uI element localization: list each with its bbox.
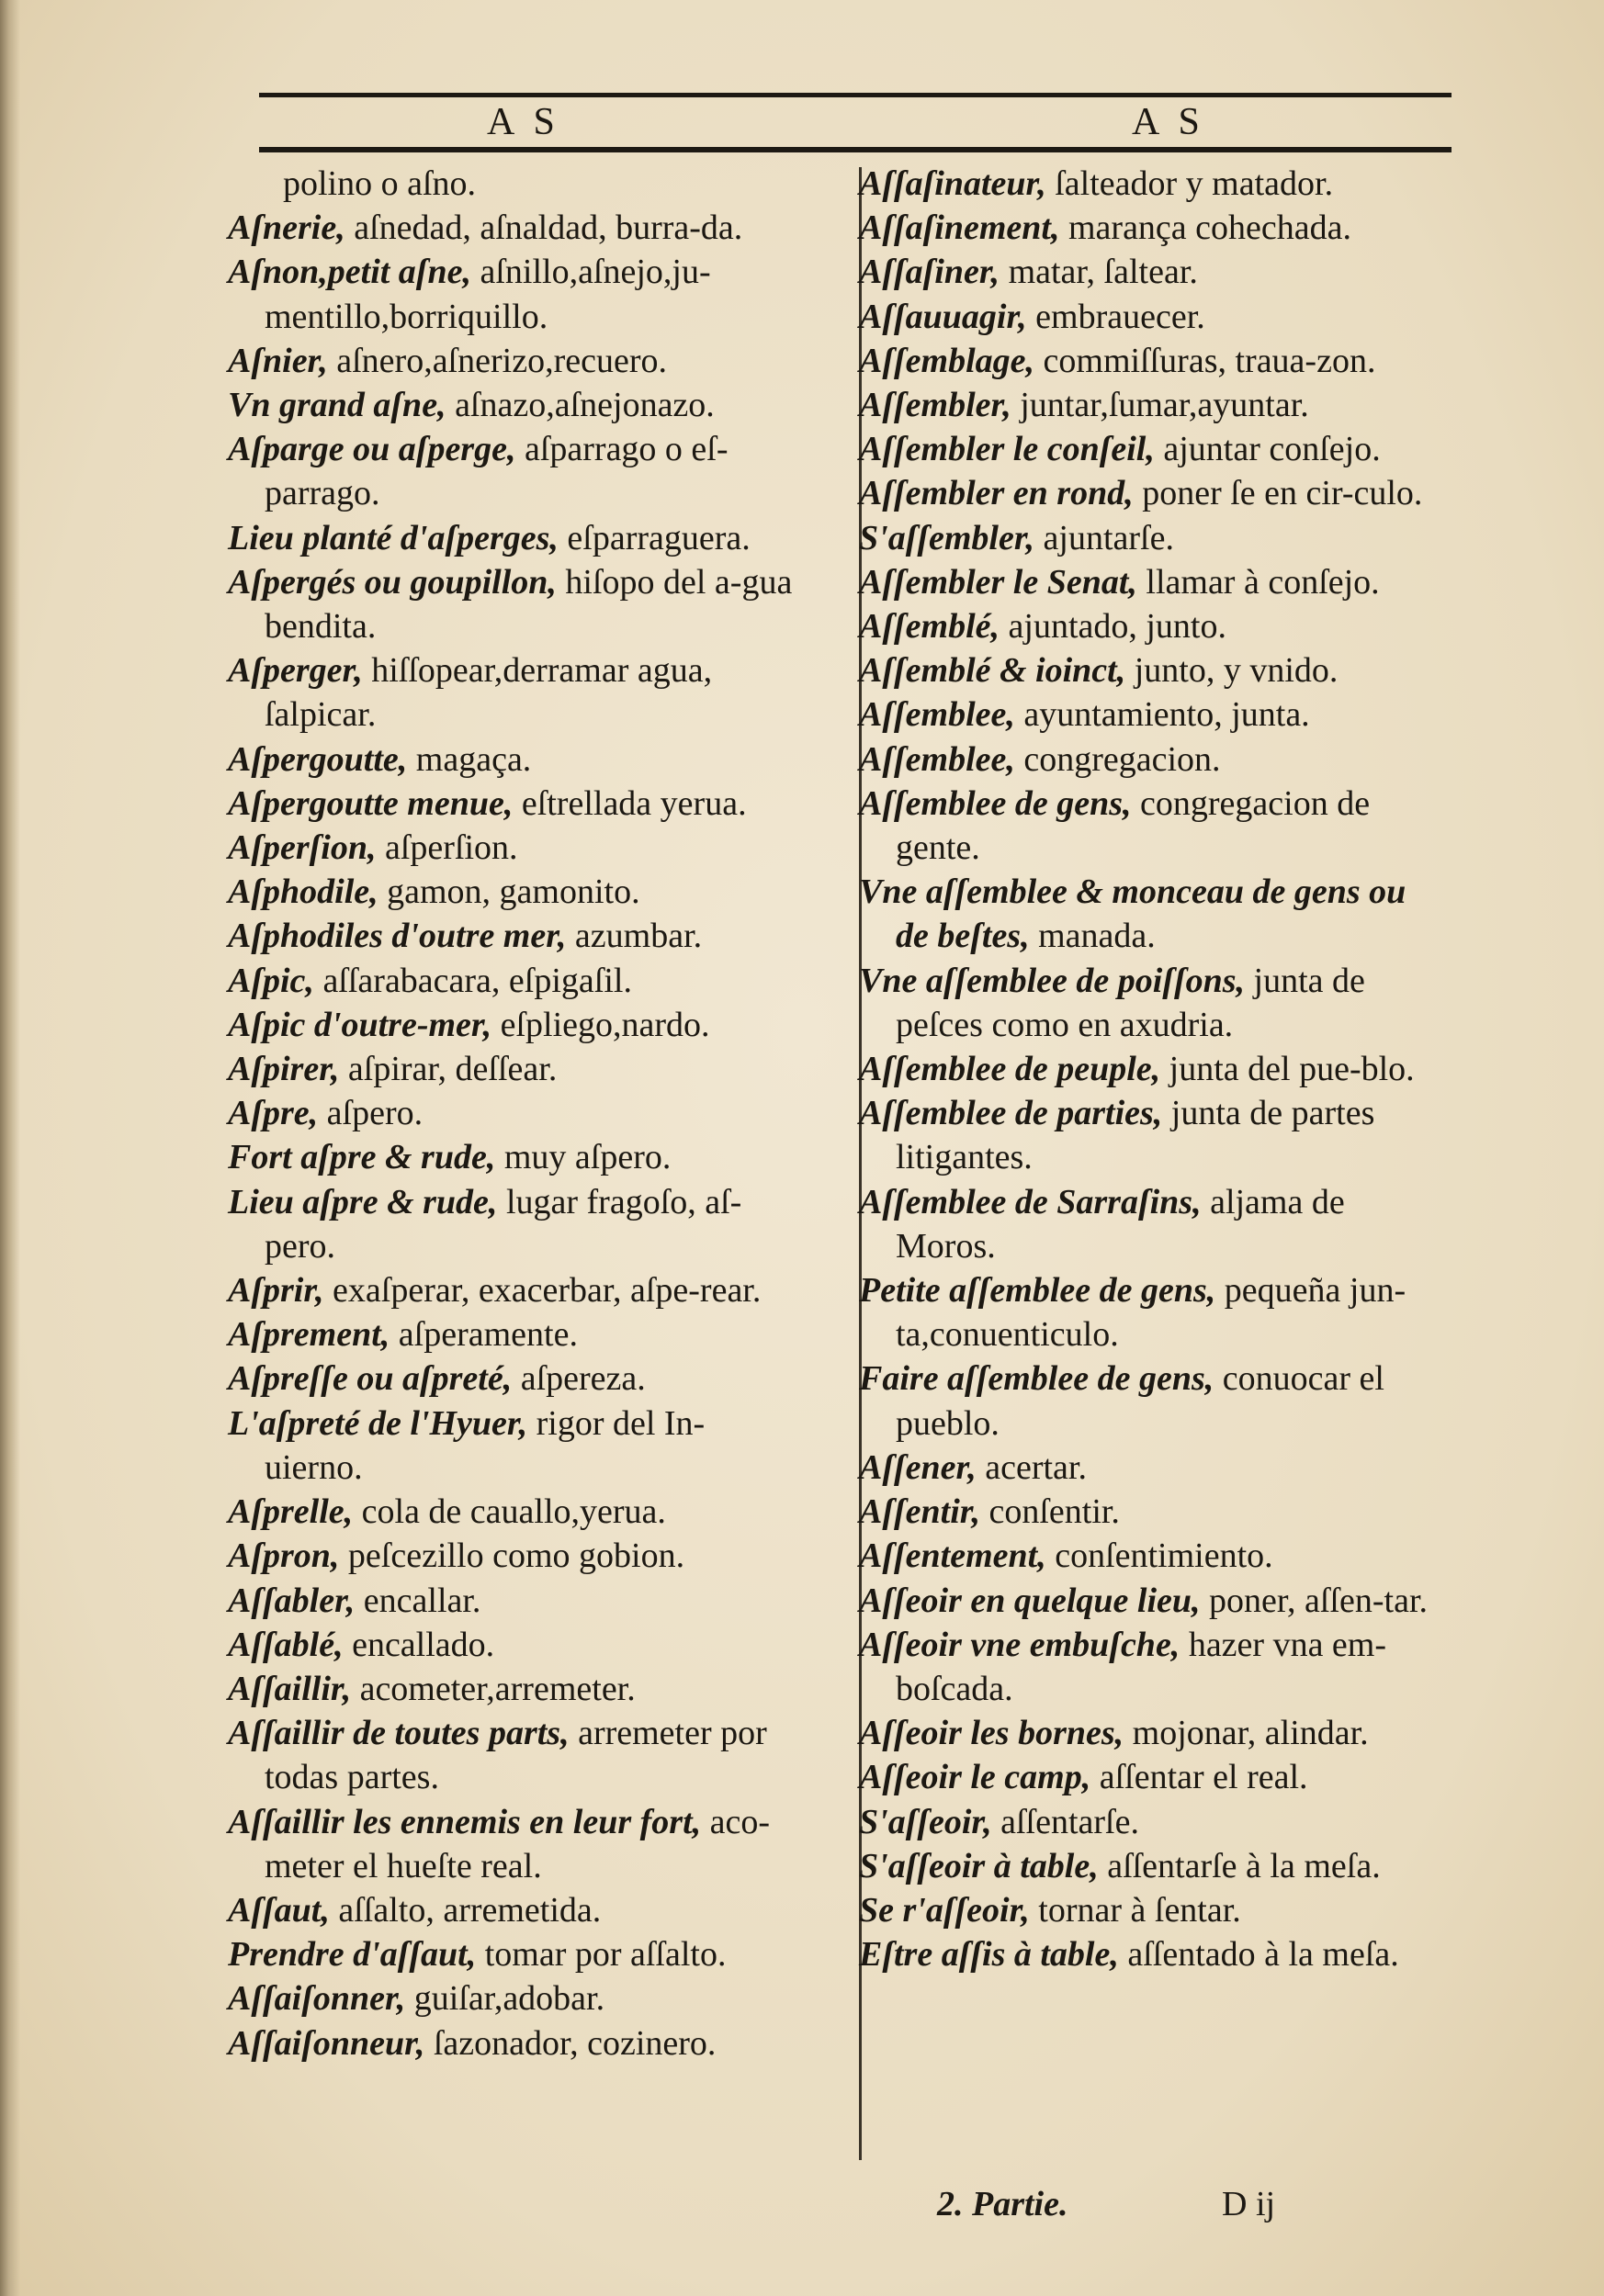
entry-headword: Aſpre,	[228, 1094, 319, 1133]
entry-headword: Aſprir,	[228, 1271, 324, 1311]
entry-headword: Aſſaiſonner,	[228, 1979, 406, 2019]
dictionary-entry	[859, 1180, 1447, 1268]
dictionary-entry	[228, 1091, 802, 1135]
entry-headword: Aſpergoutte,	[228, 739, 408, 779]
entry-headword: Aſſaiſonneur,	[228, 2023, 425, 2063]
entry-translation: tomar por aſſalto.	[476, 1935, 727, 1975]
entry-headword: Aſnier,	[228, 341, 328, 380]
entry-headword: S'aſſembler,	[859, 518, 1035, 557]
dictionary-entry	[228, 1800, 802, 1888]
entry-headword: Aſſemblee de parties,	[859, 1094, 1163, 1133]
entry-translation: ſalteador y matador.	[1045, 164, 1334, 203]
entry-headword: Eſtre aſſis à table,	[859, 1935, 1119, 1975]
entry-translation: embrauecer.	[1026, 297, 1205, 336]
dictionary-entry	[228, 1932, 802, 1976]
entry-headword: Aſſener,	[859, 1447, 977, 1487]
dictionary-entry	[228, 1047, 802, 1091]
dictionary-entry	[228, 1312, 802, 1356]
dictionary-entry	[859, 1888, 1447, 1932]
dictionary-entry	[859, 339, 1447, 383]
dictionary-entry	[859, 1844, 1447, 1888]
entry-headword: Aſperſion,	[228, 828, 377, 868]
dictionary-entry	[859, 560, 1447, 604]
dictionary-entry	[228, 914, 802, 958]
entry-headword: Aſſaillir,	[228, 1669, 352, 1708]
entry-headword: S'aſſeoir,	[859, 1802, 992, 1841]
entry-translation: guiſar,adobar.	[405, 1979, 605, 2019]
entry-translation: manada.	[1029, 917, 1156, 956]
entry-translation: tornar à ſentar.	[1029, 1890, 1241, 1930]
dictionary-entry	[859, 1579, 1447, 1623]
signature-mark: 2. Partie.	[937, 2185, 1068, 2223]
entry-headword: Aſſemblee de Sarraſins,	[859, 1182, 1202, 1221]
dictionary-entry	[859, 162, 1447, 206]
entry-headword: Aſnon,petit aſne,	[228, 253, 471, 292]
dictionary-entry	[228, 648, 802, 737]
dictionary-entry	[859, 1047, 1447, 1091]
entry-translation: exaſperar, exacerbar, aſpe-rear.	[323, 1271, 762, 1311]
entry-headword: Aſſembler le conſeil,	[859, 430, 1155, 469]
entry-headword: Lieu aſpre & rude,	[228, 1182, 498, 1221]
entry-translation: eſtrellada yerua.	[513, 783, 747, 823]
entry-translation: conuocar el pueblo.	[896, 1359, 1384, 1443]
dictionary-entry	[859, 427, 1447, 471]
entry-translation: ayuntamiento, junta.	[1014, 695, 1310, 735]
dictionary-entry	[859, 782, 1447, 870]
entry-headword: Se r'aſſeoir,	[859, 1890, 1030, 1930]
entry-translation: conſentir.	[979, 1492, 1120, 1532]
dictionary-entry	[228, 959, 802, 1003]
entry-headword: Aſſaſiner,	[859, 253, 1000, 292]
dictionary-entry	[859, 870, 1447, 958]
entry-headword: Aſnerie,	[228, 208, 345, 248]
entry-translation: junta del pue-blo.	[1160, 1050, 1415, 1089]
entry-headword: Aſſaillir de toutes parts,	[228, 1714, 570, 1753]
entry-headword: Fort aſpre & rude,	[228, 1138, 496, 1177]
dictionary-entry	[228, 1711, 802, 1799]
entry-headword: Aſſaſinement,	[859, 208, 1060, 248]
entry-translation: aljama de Moros.	[896, 1182, 1345, 1266]
entry-translation: pequeña jun-ta,conuenticulo.	[896, 1271, 1406, 1355]
dictionary-entry	[859, 1490, 1447, 1534]
dictionary-entry	[859, 1446, 1447, 1490]
dictionary-entry	[228, 206, 802, 250]
entry-headword: Aſſemblé,	[859, 607, 1000, 647]
header-rule-bottom	[259, 147, 1452, 152]
entry-translation: acertar.	[976, 1447, 1087, 1487]
dictionary-entry	[228, 339, 802, 383]
dictionary-entry	[228, 1180, 802, 1268]
entry-translation: aſnillo,aſnejo,ju-mentillo,borriquillo.	[265, 253, 711, 336]
entry-headword: Vne aſſemblee de poiſſons,	[859, 961, 1246, 1000]
entry-headword: Aſpirer,	[228, 1050, 340, 1089]
entry-translation: junto, y vnido.	[1125, 651, 1339, 691]
entry-headword: Vne aſſemblee & monceau de gens ou de beſtes,	[859, 872, 1406, 956]
entry-translation: conſentimiento.	[1045, 1536, 1273, 1576]
entry-translation: junta de partes litigantes.	[896, 1094, 1375, 1177]
dictionary-entry	[859, 737, 1447, 782]
entry-translation: gamon, gamonito.	[378, 872, 640, 912]
header-rule-top	[259, 93, 1452, 97]
entry-headword: Aſſabler,	[228, 1581, 356, 1620]
entry-translation: azumbar.	[566, 917, 703, 956]
entry-headword: Lieu planté d'aſperges,	[228, 518, 559, 557]
entry-translation: aco-meter el hueſte real.	[265, 1802, 771, 1885]
entry-translation: aſpereza.	[512, 1359, 646, 1399]
right-entry-list	[859, 162, 1447, 1976]
dictionary-entry	[228, 1976, 802, 2020]
dictionary-entry	[859, 1711, 1447, 1755]
dictionary-entry	[228, 1356, 802, 1401]
entry-headword: Aſſemblee,	[859, 739, 1015, 779]
dictionary-entry	[228, 2021, 802, 2065]
entry-headword: Aſſaut,	[228, 1890, 330, 1930]
entry-translation: hiſopo del a-gua bendita.	[265, 562, 793, 647]
entry-translation: aſpirar, deſſear.	[339, 1050, 558, 1089]
entry-headword: Aſſemblee,	[859, 695, 1015, 735]
left-entry-list	[228, 206, 802, 2065]
running-head-right: A S	[1132, 101, 1205, 143]
dictionary-entry	[228, 737, 802, 782]
dictionary-entry	[859, 516, 1447, 560]
entry-translation: cola de cauallo,yerua.	[353, 1492, 666, 1532]
dictionary-entry	[228, 1623, 802, 1667]
entry-translation: aſſentarſe.	[991, 1802, 1139, 1841]
entry-headword: Aſſembler,	[859, 386, 1011, 425]
quire-mark: D ij	[1222, 2185, 1276, 2223]
entry-translation: junta de peſces como en axudria.	[896, 961, 1365, 1044]
entry-translation: aſſentarſe à la meſa.	[1098, 1846, 1381, 1885]
running-head-left: A S	[487, 101, 560, 143]
dictionary-entry	[228, 782, 802, 826]
entry-headword: Aſprement,	[228, 1315, 390, 1355]
entry-headword: Aſſaſinateur,	[859, 164, 1046, 203]
entry-headword: Aſprelle,	[228, 1492, 354, 1532]
dictionary-entry	[228, 516, 802, 560]
entry-headword: Aſpic,	[228, 961, 314, 1000]
entry-translation: juntar,ſumar,ayuntar.	[1011, 386, 1309, 425]
dictionary-entry	[859, 383, 1447, 427]
right-column	[859, 162, 1447, 1976]
dictionary-entry	[859, 1755, 1447, 1799]
entry-translation: poner, aſſen-tar.	[1200, 1581, 1429, 1620]
entry-headword: Aſſentement,	[859, 1536, 1046, 1576]
entry-headword: Aſſablé,	[228, 1625, 344, 1664]
dictionary-entry	[859, 648, 1447, 692]
entry-translation: aſnero,aſnerizo,recuero.	[327, 341, 667, 380]
entry-headword: Aſphodiles d'outre mer,	[228, 917, 567, 956]
entry-headword: Aſpreſſe ou aſpreté,	[228, 1359, 513, 1399]
entry-translation: encallar.	[355, 1581, 481, 1620]
entry-translation: muy aſpero.	[495, 1138, 672, 1177]
entry-headword: Faire aſſemblee de gens,	[859, 1359, 1214, 1399]
entry-headword: L'aſpreté de l'Hyuer,	[228, 1403, 528, 1443]
entry-headword: Aſſaillir les ennemis en leur fort,	[228, 1802, 702, 1841]
dictionary-entry	[859, 1800, 1447, 1844]
dictionary-entry	[859, 1623, 1447, 1711]
entry-translation: aſnazo,aſnejonazo.	[446, 386, 715, 425]
entry-headword: Aſſembler en rond,	[859, 474, 1134, 513]
dictionary-entry	[859, 959, 1447, 1047]
entry-translation: ſazonador, cozinero.	[424, 2023, 717, 2063]
dictionary-entry	[859, 604, 1447, 648]
dictionary-entry	[859, 692, 1447, 737]
entry-translation: marança cohechada.	[1059, 208, 1351, 248]
entry-translation: eſpliego,nardo.	[491, 1005, 710, 1044]
entry-translation: commiſſuras, traua-zon.	[1034, 341, 1376, 380]
entry-headword: Aſparge ou aſperge,	[228, 430, 516, 469]
dictionary-entry	[859, 1356, 1447, 1445]
entry-headword: Aſſeoir en quelque lieu,	[859, 1581, 1201, 1620]
entry-translation: acometer,arremeter.	[351, 1669, 636, 1708]
entry-translation: matar, ſaltear.	[1000, 253, 1198, 292]
entry-headword: Vn grand aſne,	[228, 386, 446, 425]
entry-translation: arremeter por todas partes.	[265, 1714, 767, 1797]
left-column	[228, 162, 802, 2065]
entry-translation: peſcezillo como gobion.	[339, 1536, 685, 1576]
entry-translation: aſnedad, aſnaldad, burra-da.	[345, 208, 743, 248]
entry-headword: Aſſentir,	[859, 1492, 980, 1532]
entry-headword: Aſperger,	[228, 651, 363, 691]
entry-headword: Aſpergoutte menue,	[228, 783, 514, 823]
entry-headword: Aſſauuagir,	[859, 297, 1027, 336]
entry-translation: ajuntado, junto.	[1000, 607, 1226, 647]
dictionary-entry	[859, 1268, 1447, 1356]
entry-translation: aſſarabacara, eſpigaſil.	[313, 961, 632, 1000]
continuation-line: polino o aſno.	[283, 164, 477, 203]
dictionary-entry	[228, 1579, 802, 1623]
entry-translation: congregacion.	[1014, 739, 1221, 779]
entry-translation: llamar à conſejo.	[1136, 562, 1380, 602]
entry-headword: Aſſeoir vne embuſche,	[859, 1625, 1180, 1664]
dictionary-entry	[228, 1268, 802, 1312]
entry-translation: rigor del In-uierno.	[265, 1403, 706, 1487]
entry-translation: aſperamente.	[390, 1315, 578, 1355]
dictionary-entry	[859, 295, 1447, 339]
dictionary-entry	[859, 250, 1447, 294]
entry-headword: Aſpergés ou goupillon,	[228, 562, 557, 602]
entry-headword: Aſpron,	[228, 1536, 340, 1576]
entry-translation: encallado.	[343, 1625, 495, 1664]
dictionary-entry	[228, 870, 802, 914]
dictionary-entry	[859, 1091, 1447, 1179]
entry-headword: Aſſemblé & ioinct,	[859, 651, 1126, 691]
entry-translation: eſparraguera.	[558, 518, 751, 557]
entry-translation: mojonar, alindar.	[1124, 1714, 1369, 1753]
dictionary-entry	[228, 560, 802, 648]
dictionary-entry	[228, 1490, 802, 1534]
dictionary-entry	[859, 206, 1447, 250]
entry-headword: Petite aſſemblee de gens,	[859, 1271, 1216, 1311]
dictionary-entry	[228, 826, 802, 870]
entry-translation: hiſſopear,derramar agua, ſalpicar.	[265, 651, 713, 735]
entry-translation: magaça.	[407, 739, 532, 779]
dictionary-entry	[228, 250, 802, 338]
entry-headword: Aſſemblage,	[859, 341, 1035, 380]
entry-translation: aſſalto, arremetida.	[329, 1890, 602, 1930]
entry-translation: poner ſe en cir-culo.	[1133, 474, 1423, 513]
entry-translation: aſſentado à la meſa.	[1118, 1935, 1399, 1975]
dictionary-entry	[859, 1534, 1447, 1578]
entry-translation: aſpero.	[318, 1094, 424, 1133]
entry-translation: hazer vna em-boſcada.	[896, 1625, 1387, 1708]
entry-headword: Aſſeoir les bornes,	[859, 1714, 1124, 1753]
entry-headword: Aſſemblee de peuple,	[859, 1050, 1161, 1089]
dictionary-entry	[228, 1135, 802, 1179]
page-gutter-shadow	[0, 0, 20, 2296]
entry-headword: Aſſemblee de gens,	[859, 783, 1132, 823]
dictionary-entry	[228, 1667, 802, 1711]
dictionary-entry	[228, 1003, 802, 1047]
entry-translation: aſſentar el real.	[1090, 1758, 1308, 1797]
dictionary-entry	[228, 1401, 802, 1490]
entry-translation: congregacion de gente.	[896, 783, 1371, 868]
dictionary-entry	[228, 1888, 802, 1932]
entry-translation: lugar fragoſo, aſ-pero.	[265, 1182, 742, 1266]
entry-translation: ajuntarſe.	[1034, 518, 1174, 557]
entry-headword: Aſpic d'outre-mer,	[228, 1005, 492, 1044]
entry-translation: aſperſion.	[376, 828, 518, 868]
entry-translation: ajuntar conſejo.	[1154, 430, 1381, 469]
entry-headword: S'aſſeoir à table,	[859, 1846, 1099, 1885]
dictionary-entry	[228, 383, 802, 427]
entry-headword: Aſſembler le Senat,	[859, 562, 1137, 602]
entry-headword: Prendre d'aſſaut,	[228, 1935, 477, 1975]
entry-headword: Aſſeoir le camp,	[859, 1758, 1091, 1797]
dictionary-entry	[228, 427, 802, 515]
dictionary-entry	[228, 1534, 802, 1578]
entry-translation: aſparrago o eſ-parrago.	[265, 430, 729, 513]
dictionary-entry	[859, 471, 1447, 515]
dictionary-entry	[859, 1932, 1447, 1976]
entry-headword: Aſphodile,	[228, 872, 378, 912]
